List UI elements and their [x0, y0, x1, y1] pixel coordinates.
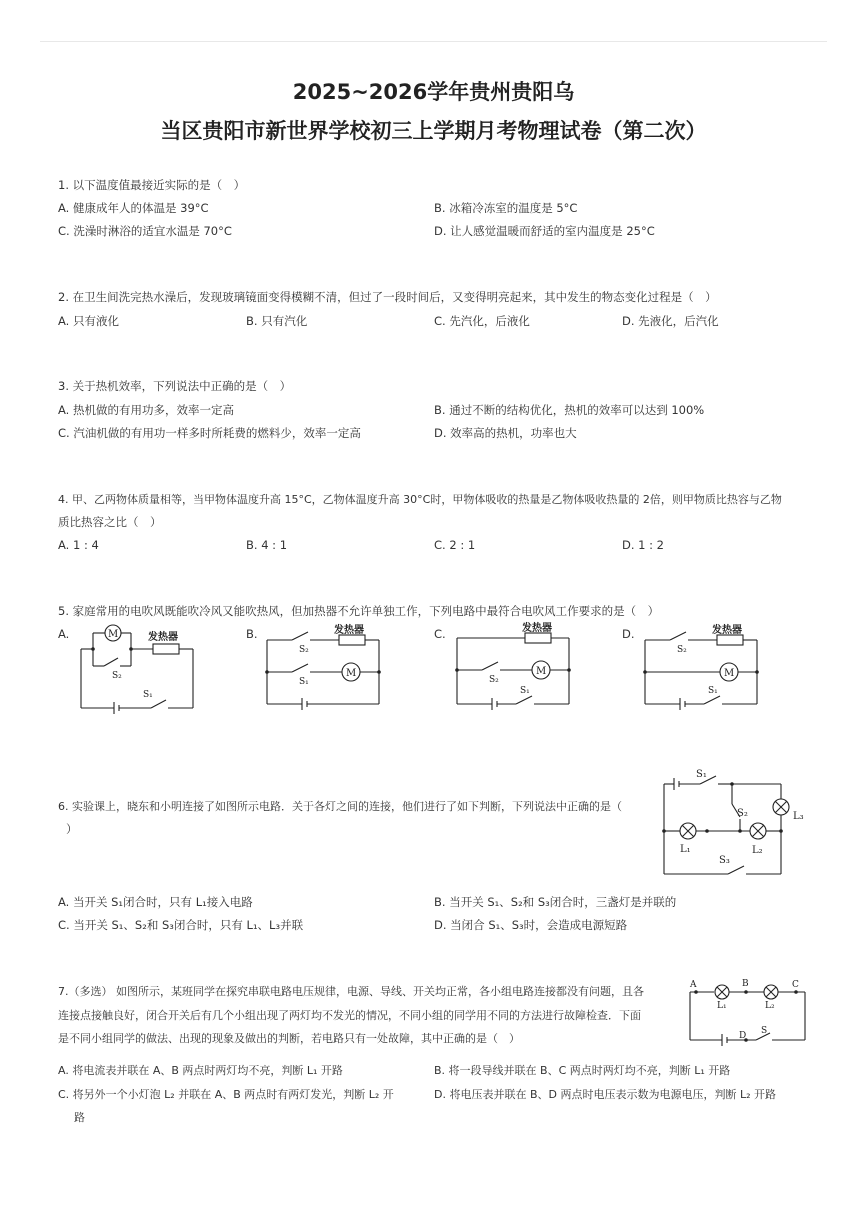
- svg-text:D: D: [739, 1031, 747, 1041]
- q7-option-a[interactable]: A. 将电流表并联在 A、B 两点时两灯均不亮，判断 L₁ 开路: [58, 1064, 343, 1077]
- svg-text:L₂: L₂: [765, 1001, 775, 1011]
- svg-text:M: M: [346, 668, 357, 679]
- q4-stem-line2: 质比热容之比（ ）: [58, 515, 162, 529]
- svg-text:S₁: S₁: [708, 686, 718, 696]
- q6-option-b[interactable]: B. 当开关 S₁、S₂和 S₃闭合时，三盏灯是并联的: [434, 895, 677, 909]
- q3-option-b[interactable]: B. 通过不断的结构优化，热机的效率可以达到 100%: [434, 403, 705, 417]
- svg-text:L₁: L₁: [717, 1001, 727, 1011]
- page-title-line1: 2025~2026学年贵州贵阳乌: [292, 80, 575, 104]
- q7-circuit: [684, 976, 812, 1048]
- q5-stem: 5. 家庭常用的电吹风既能吹冷风又能吹热风，但加热器不允许单独工作，下列电路中最符合电吹风工作要求的是（ ）: [58, 604, 660, 618]
- q2-option-b[interactable]: B. 只有汽化: [246, 314, 308, 328]
- q3-option-a[interactable]: A. 热机做的有用功多，效率一定高: [58, 403, 234, 417]
- svg-text:S₃: S₃: [719, 855, 730, 866]
- svg-text:发热器: 发热器: [712, 625, 742, 636]
- svg-text:S₂: S₂: [737, 808, 748, 819]
- q5-circuit-d: [640, 620, 765, 715]
- svg-text:M: M: [536, 666, 547, 677]
- svg-text:S: S: [761, 1026, 768, 1036]
- svg-text:A: A: [690, 980, 697, 990]
- q2-stem: 2. 在卫生间洗完热水澡后，发现玻璃镜面变得模糊不清，但过了一段时间后，又变得明亮起来，其中发生的物态变化过程是（ ）: [58, 290, 717, 304]
- q7-stem-line3: 是不同小组同学的做法、出现的现象及做出的判断，若电路只有一处故障，其中正确的是（ ）: [58, 1032, 520, 1045]
- q3-option-c[interactable]: C. 汽油机做的有用功一样多时所耗费的燃料少，效率一定高: [58, 426, 361, 440]
- svg-text:S₂: S₂: [299, 645, 309, 655]
- q2-option-d[interactable]: D. 先液化，后汽化: [622, 314, 719, 328]
- svg-text:发热器: 发热器: [334, 625, 364, 636]
- svg-text:发热器: 发热器: [522, 623, 552, 634]
- q1-option-c[interactable]: C. 洗澡时淋浴的适宜水温是 70°C: [58, 224, 232, 238]
- svg-text:S₁: S₁: [299, 677, 309, 687]
- q7-stem-line2: 连接点接触良好，闭合开关后有几个小组出现了两灯均不发光的情况，不同小组的同学用不同的方法进行故障检查．下面: [58, 1009, 641, 1022]
- q1-option-a[interactable]: A. 健康成年人的体温是 39°C: [58, 201, 209, 215]
- svg-text:L₃: L₃: [793, 811, 804, 822]
- q1-option-d[interactable]: D. 让人感觉温暖而舒适的室内温度是 25°C: [434, 224, 655, 238]
- svg-text:L₂: L₂: [752, 845, 763, 856]
- q2-option-a[interactable]: A. 只有液化: [58, 314, 119, 328]
- q6-circuit: [656, 764, 812, 880]
- svg-text:S₁: S₁: [143, 690, 153, 700]
- q5-option-d[interactable]: D.: [622, 627, 635, 641]
- q1-option-b[interactable]: B. 冰箱冷冻室的温度是 5°C: [434, 201, 578, 215]
- svg-text:S₂: S₂: [112, 671, 122, 681]
- q6-stem-line1: 6. 实验课上，晓东和小明连接了如图所示电路．关于各灯之间的连接，他们进行了如下判断，下列说法中正确的是（: [58, 800, 622, 813]
- q3-stem: 3. 关于热机效率，下列说法中正确的是（ ）: [58, 379, 292, 393]
- svg-text:C: C: [792, 980, 799, 990]
- q5-option-a[interactable]: A.: [58, 627, 70, 641]
- q6-option-d[interactable]: D. 当闭合 S₁、S₃时，会造成电源短路: [434, 918, 628, 932]
- q5-option-b[interactable]: B.: [246, 627, 258, 641]
- svg-text:S₂: S₂: [489, 675, 499, 685]
- q5-circuit-c: [452, 618, 577, 715]
- q4-option-c[interactable]: C. 2 : 1: [434, 538, 476, 552]
- svg-text:M: M: [724, 668, 735, 679]
- svg-text:B: B: [742, 979, 749, 989]
- q3-option-d[interactable]: D. 效率高的热机，功率也大: [434, 426, 577, 440]
- svg-text:发热器: 发热器: [148, 632, 178, 643]
- q5-circuit-b: [262, 620, 387, 715]
- q4-option-d[interactable]: D. 1 : 2: [622, 538, 664, 552]
- q6-stem-line2: ）: [66, 822, 78, 836]
- svg-text:S₁: S₁: [696, 769, 707, 780]
- page-title-line2: 当区贵阳市新世界学校初三上学期月考物理试卷（第二次）: [160, 119, 707, 143]
- q7-stem-line1: 7.（多选） 如图所示，某班同学在探究串联电路电压规律，电源、导线、开关均正常，各小组电路连接都没有问题，且各: [58, 985, 644, 998]
- q7-option-c-line2: 路: [74, 1111, 85, 1124]
- svg-text:M: M: [108, 629, 119, 640]
- q7-option-c-line1[interactable]: C. 将另外一个小灯泡 L₂ 并联在 A、B 两点时有两灯发光，判断 L₂ 开: [58, 1088, 394, 1101]
- svg-text:S₁: S₁: [520, 686, 530, 696]
- q4-option-a[interactable]: A. 1 : 4: [58, 538, 99, 552]
- header-divider: [40, 41, 827, 42]
- q1-stem: 1. 以下温度值最接近实际的是（ ）: [58, 178, 246, 192]
- q5-circuit-a: [76, 620, 201, 715]
- q5-option-c[interactable]: C.: [434, 627, 446, 641]
- q6-option-a[interactable]: A. 当开关 S₁闭合时，只有 L₁接入电路: [58, 895, 253, 909]
- svg-text:S₂: S₂: [677, 645, 687, 655]
- q2-option-c[interactable]: C. 先汽化，后液化: [434, 314, 530, 328]
- q7-option-d[interactable]: D. 将电压表并联在 B、D 两点时电压表示数为电源电压，判断 L₂ 开路: [434, 1088, 777, 1101]
- q6-option-c[interactable]: C. 当开关 S₁、S₂和 S₃闭合时，只有 L₁、L₃并联: [58, 918, 304, 932]
- svg-text:L₁: L₁: [680, 844, 691, 855]
- q4-stem-line1: 4. 甲、乙两物体质量相等，当甲物体温度升高 15°C，乙物体温度升高 30°C时，甲物体吸收的热量是乙物体吸收热量的 2倍，则甲物质比热容与乙物: [58, 493, 782, 506]
- q4-option-b[interactable]: B. 4 : 1: [246, 538, 288, 552]
- q7-option-b[interactable]: B. 将一段导线并联在 B、C 两点时两灯均不亮，判断 L₁ 开路: [434, 1064, 731, 1077]
